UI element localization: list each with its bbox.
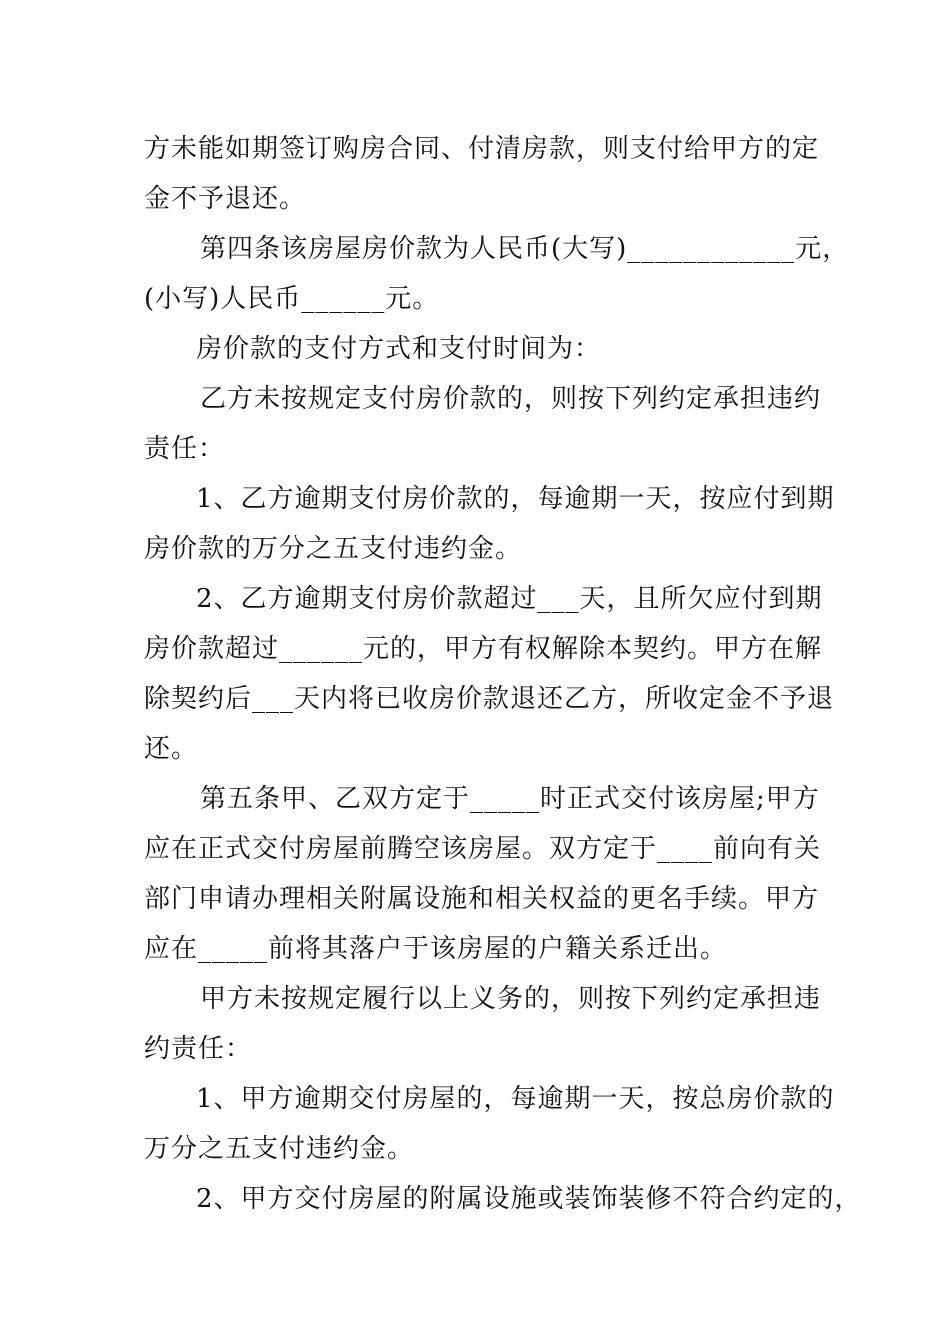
text-line: 除契约后___天内将已收房价款退还乙方，所收定金不予退: [144, 684, 835, 714]
text-line: 2、甲方交付房屋的附属设施或装饰装修不符合约定的，: [196, 1184, 862, 1214]
text-line: 甲方未按规定履行以上义务的，则按下列约定承担违: [200, 984, 822, 1014]
text-line: (小写)人民币______元。: [144, 284, 440, 314]
text-line: 第五条甲、乙双方定于_____时正式交付该房屋;甲方: [200, 784, 820, 814]
text-line: 应在_____前将其落户于该房屋的户籍关系迁出。: [144, 934, 728, 964]
text-line: 责任：: [144, 434, 226, 464]
text-line: 金不予退还。: [144, 184, 307, 214]
text-line: 应在正式交付房屋前腾空该房屋。双方定于____前向有关: [144, 834, 822, 864]
text-line: 1、甲方逾期交付房屋的，每逾期一天，按总房价款的: [196, 1084, 835, 1114]
text-line: 第四条该房屋房价款为人民币(大写)____________元，: [200, 234, 850, 264]
text-line: 乙方未按规定支付房价款的，则按下列约定承担违约: [200, 384, 822, 414]
text-line: 万分之五支付违约金。: [144, 1134, 415, 1164]
text-line: 1、乙方逾期支付房价款的，每逾期一天，按应付到期: [196, 484, 835, 514]
text-line: 房价款的支付方式和支付时间为：: [196, 334, 602, 364]
text-line: 还。: [144, 734, 199, 764]
text-line: 方未能如期签订购房合同、付清房款，则支付给甲方的定: [144, 134, 820, 164]
text-line: 房价款超过______元的，甲方有权解除本契约。甲方在解: [144, 634, 823, 664]
text-line: 部门申请办理相关附属设施和相关权益的更名手续。甲方: [144, 884, 820, 914]
text-line: 约责任：: [144, 1034, 253, 1064]
text-line: 2、乙方逾期支付房价款超过___天，且所欠应付到期: [196, 584, 823, 614]
text-line: 房价款的万分之五支付违约金。: [144, 534, 523, 564]
